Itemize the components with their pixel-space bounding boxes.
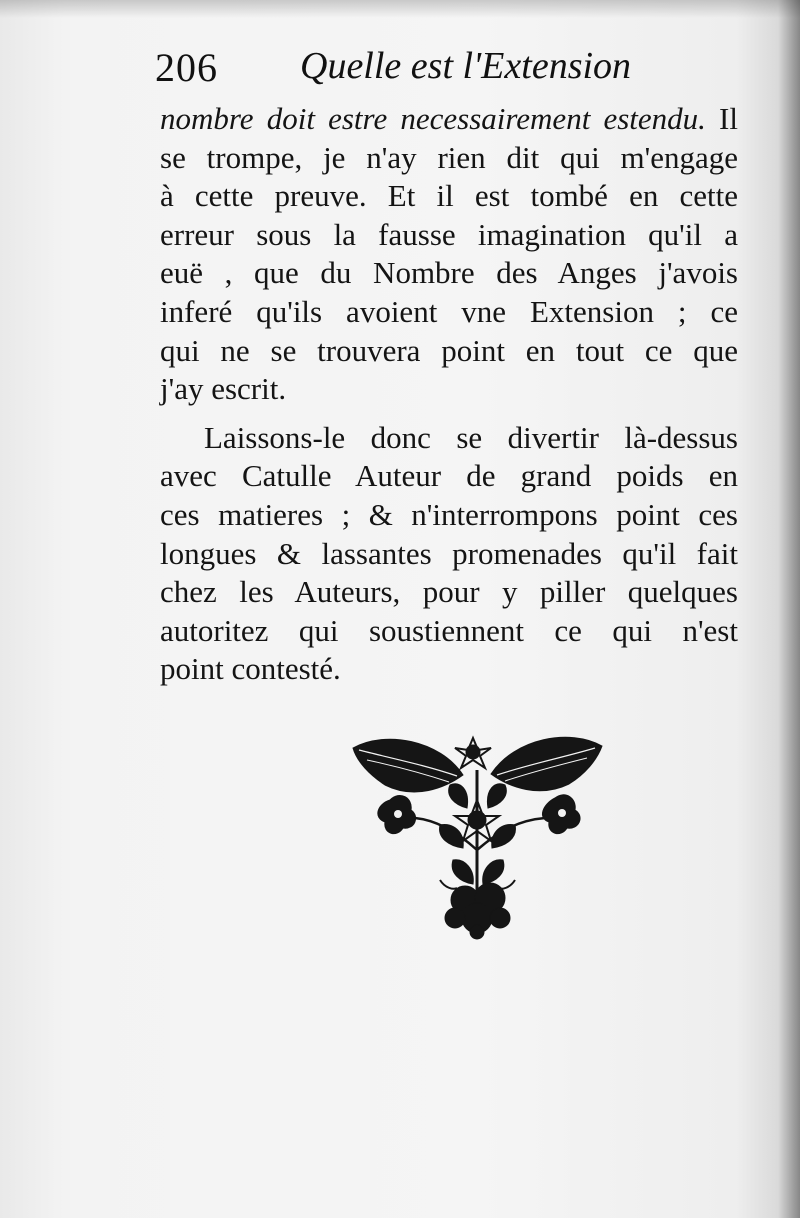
text-line: erreur sous la fausse imagination qu'il a (160, 216, 738, 252)
left-wing-leaf (353, 739, 463, 792)
right-edge-shadow (778, 0, 800, 1218)
italic-quote: nombre doit estre necessairement estendu. (160, 101, 706, 136)
bottom-cluster (445, 883, 510, 939)
text-fragment: Il (705, 101, 738, 136)
paragraph-2 (160, 419, 738, 689)
text-line: autoritez qui soustiennent ce qui n'est (160, 612, 738, 648)
left-flower (378, 795, 416, 833)
paragraph-gap (160, 409, 738, 419)
running-title: Quelle est l'Extension (300, 45, 632, 87)
paragraph-1 (160, 100, 738, 409)
text-line: qui ne se trouvera point en tout ce que (160, 332, 738, 368)
text-line: j'ay escrit. (160, 371, 287, 407)
page-header (155, 44, 755, 100)
floral-tailpiece-icon (345, 730, 610, 940)
text-line: point contesté. (160, 651, 341, 687)
text-line: longues & lassantes promenades qu'il fait (160, 535, 738, 571)
text-line: se trompe, je n'ay rien dit qui m'engage (160, 139, 738, 175)
top-edge-shadow (0, 0, 800, 18)
right-wing-leaf (491, 737, 602, 790)
top-flower (455, 738, 491, 768)
text-line: euë , que du Nombre des Anges j'avois (160, 255, 738, 291)
text-line: avec Catulle Auteur de grand poids en (160, 458, 738, 494)
text-line: inferé qu'ils avoient vne Extension ; ce (160, 293, 738, 329)
text-line: Laissons-le donc se divertir là-dessus (204, 419, 738, 455)
page-number: 206 (155, 45, 218, 90)
text-line: chez les Auteurs, pour y piller quelques (160, 574, 738, 610)
text-line: à cette preuve. Et il est tombé en cette (160, 178, 738, 214)
text-line: ces matieres ; & n'interrompons point ces (160, 496, 738, 532)
right-flower (542, 795, 580, 834)
body-text (160, 100, 738, 689)
text-line (160, 100, 738, 139)
